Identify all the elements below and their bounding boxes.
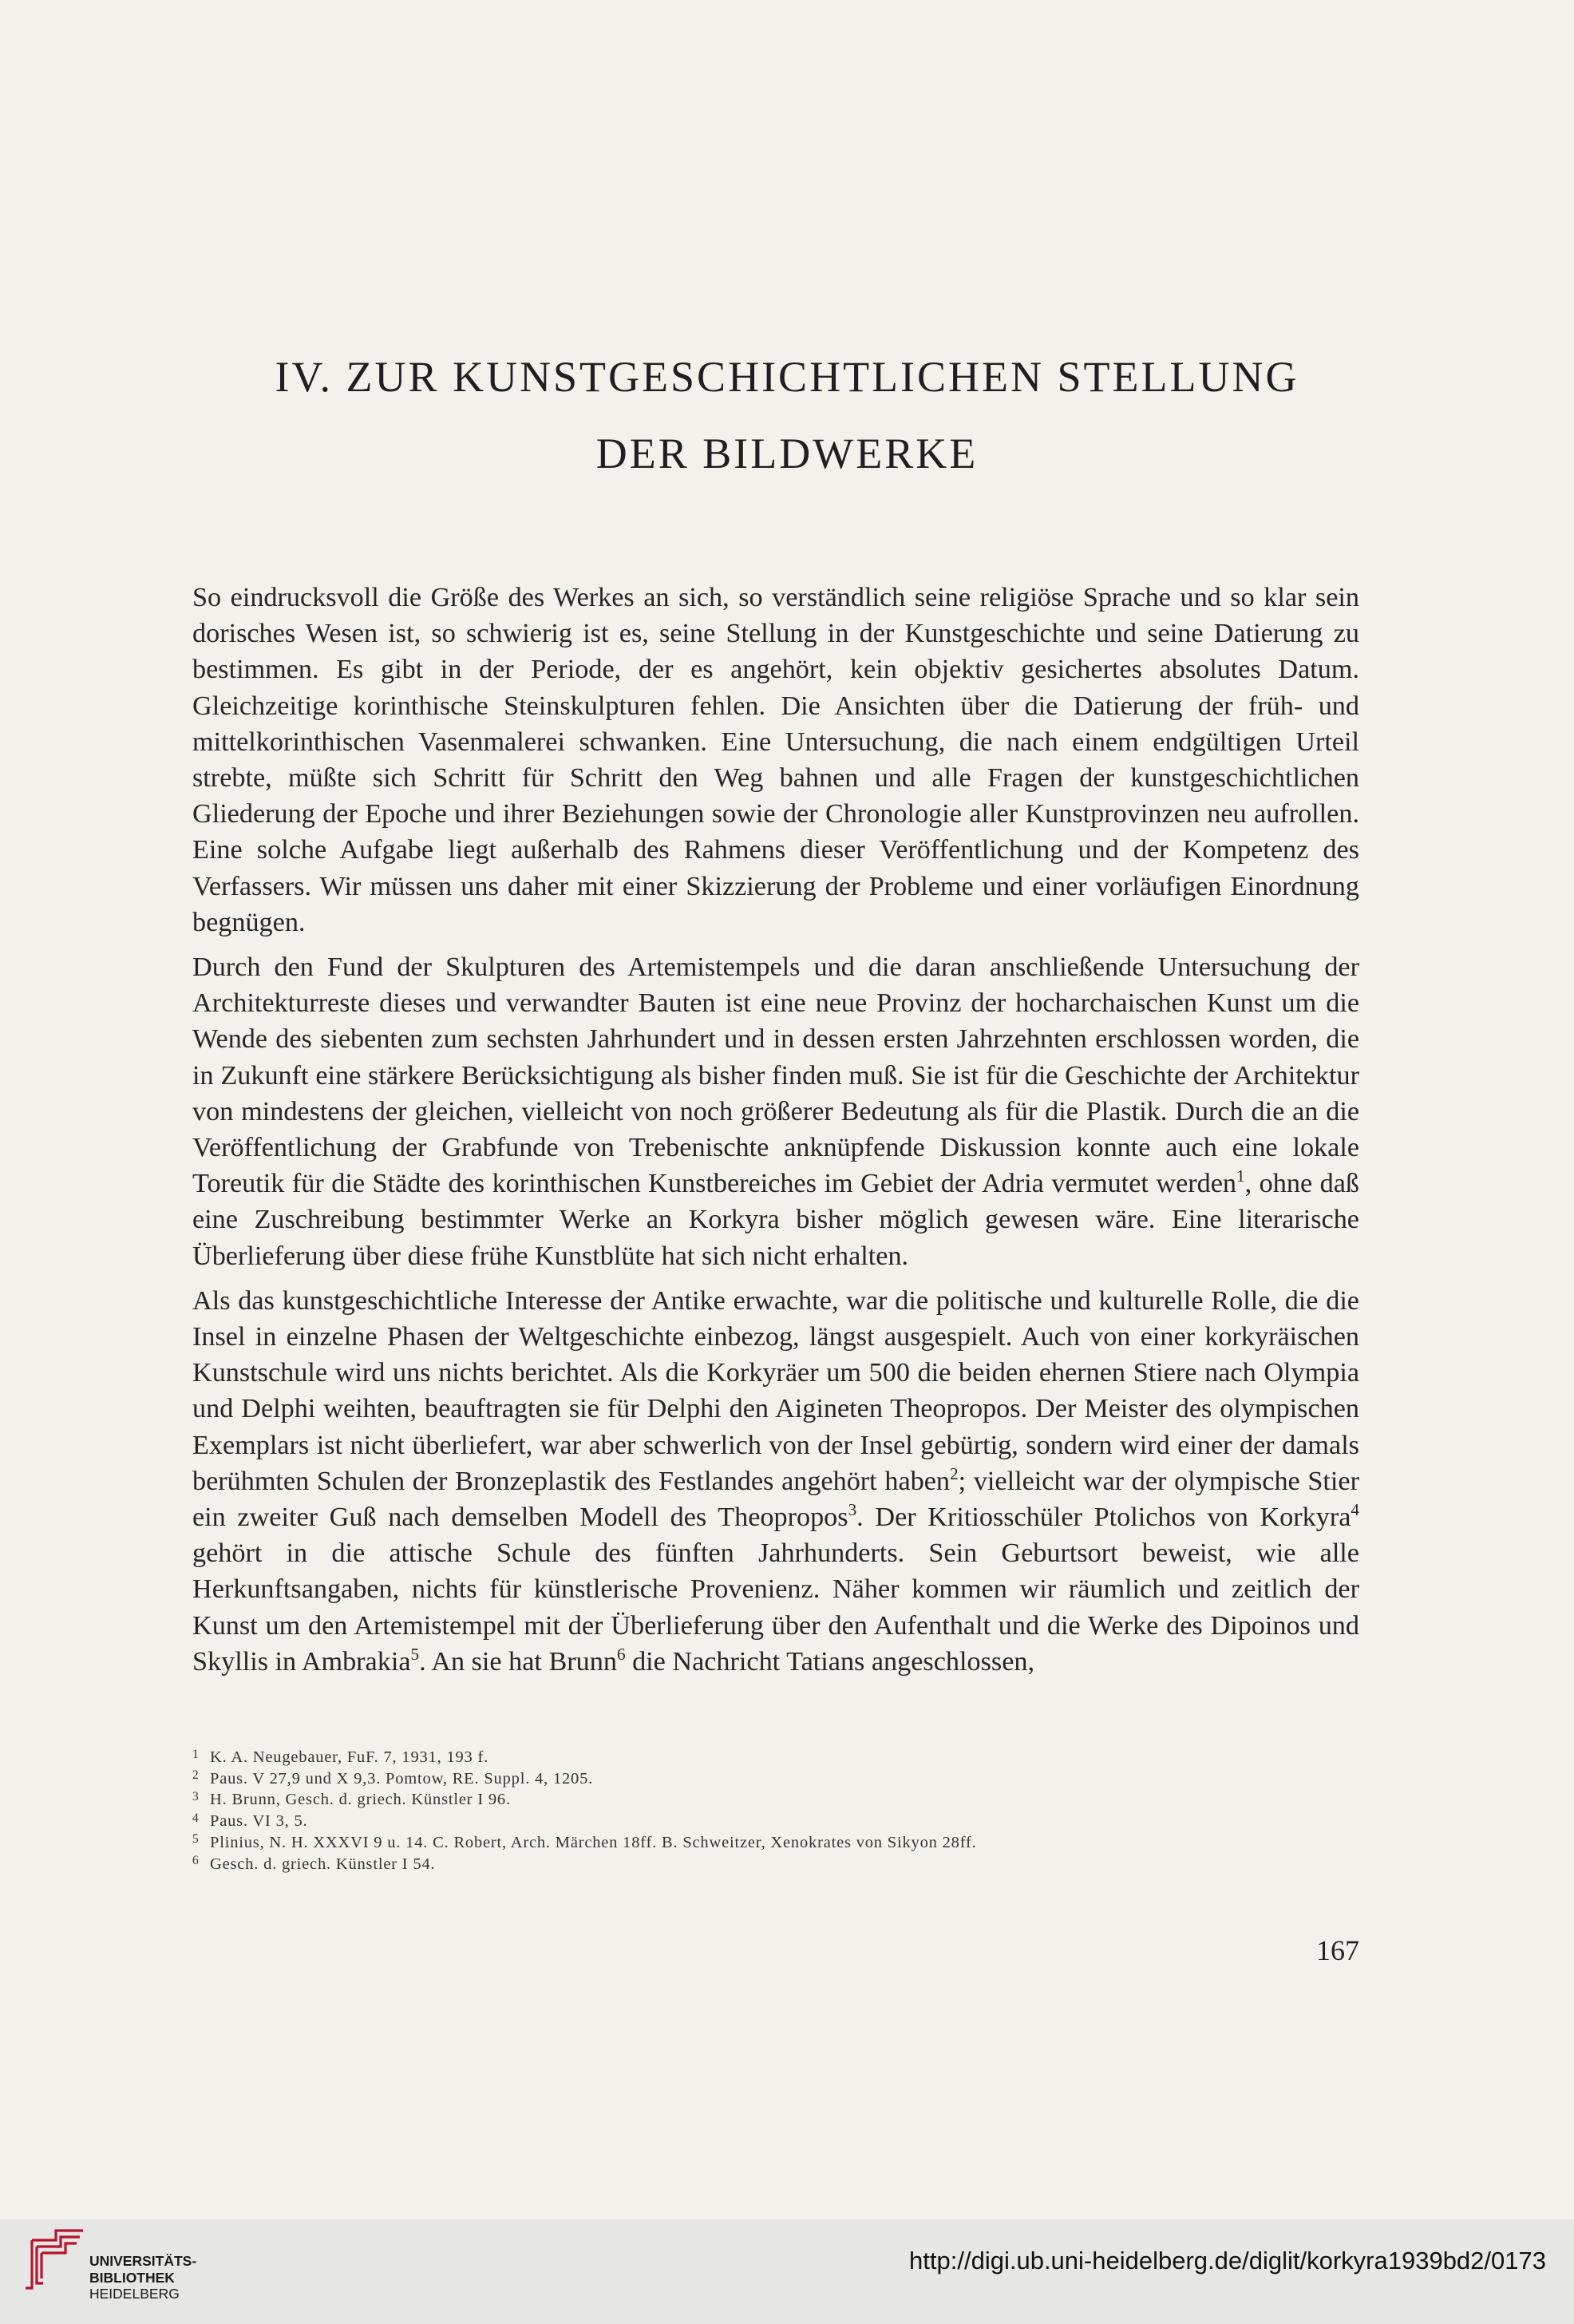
page-number: 167 bbox=[1316, 1934, 1359, 1966]
chapter-title-line-2: DER BILDWERKE bbox=[595, 430, 979, 478]
paragraph bbox=[192, 949, 1359, 1274]
footnote-reference: 4 bbox=[1351, 1499, 1359, 1519]
footnote-reference: 5 bbox=[410, 1644, 420, 1664]
footnote-reference: 2 bbox=[950, 1463, 959, 1483]
paragraph-text: ; vielleicht war der olympische Stier ein zweiter Guß nach demselben Modell des Theopropos bbox=[192, 1466, 1359, 1533]
library-name-line-1: UNIVERSITÄTS- bbox=[89, 2253, 197, 2269]
footnote-text: K. A. Neugebauer, FuF. 7, 1931, 193 f. bbox=[210, 1748, 489, 1766]
permalink-url[interactable]: http://digi.ub.uni-heidelberg.de/diglit/korkyra1939bd2/0173 bbox=[909, 2247, 1546, 2275]
paragraph-text: . Der Kritiosschüler Ptolichos von Korkyra bbox=[856, 1502, 1351, 1533]
footnote-text: Paus. VI 3, 5. bbox=[210, 1812, 308, 1831]
footnote: 6 Gesch. d. griech. Künstler I 54. bbox=[192, 1854, 436, 1873]
library-logo-icon[interactable] bbox=[24, 2229, 85, 2294]
footnote: 3 H. Brunn, Gesch. d. griech. Künstler I 96. bbox=[192, 1790, 511, 1809]
footnote: 4 Paus. VI 3, 5. bbox=[192, 1811, 308, 1831]
chapter-title bbox=[0, 339, 1574, 492]
footnote: 2 Paus. V 27,9 und X 9,3. Pomtow, RE. Suppl. 4, 1205. bbox=[192, 1768, 594, 1788]
footnote-reference: 3 bbox=[848, 1499, 857, 1519]
paragraph-text: , ohne daß eine Zuschreibung bestimmter Werke an Korkyra bisher möglich gewesen wäre. Eine literarische Überlieferung über diese frühe Kunstblüte hat sich nicht erhalten. bbox=[192, 1169, 1359, 1271]
footnotes bbox=[192, 1747, 1359, 1875]
paragraph bbox=[192, 1283, 1359, 1680]
paragraph-text: die Nachricht Tatians angeschlossen, bbox=[625, 1646, 1035, 1677]
paragraph-text: Durch den Fund der Skulpturen des Artemistempels und die daran anschließende Untersuchung der Architekturreste dieses und verwandter Bauten ist eine neue Provinz der hocharchaischen Kunst um die Wende des siebenten zum sechsten Jahrhundert und in dessen ersten Jahrzehnten erschlossen worden, die in Zukunft eine stärkere Berücksichtigung als bisher finden muß. Sie ist für die Geschichte der Architektur von mindestens der gleichen, vielleicht von noch größerer Bedeutung als für die Plastik. Durch die an die Veröffentlichung der Grabfunde von Trebenischte anknüpfende Diskussion konnte auch eine lokale Toreutik für die Städte des korinthischen Kunstbereiches im Gebiet der Adria vermutet werden bbox=[192, 952, 1359, 1199]
paragraph-text: Als das kunstgeschichtliche Interesse der Antike erwachte, war die politische und kulturelle Rolle, die die Insel in einzelne Phasen der Weltgeschichte einbezog, längst ausgespielt. Auch von einer korkyräischen Kunstschule wird uns nichts berichtet. Als die Korkyräer um 500 die beiden ehernen Stiere nach Olympia und Delphi weihten, beauftragten sie für Delphi den Aigineten Theopropos. Der Meister des olympischen Exemplars ist nicht überliefert, war aber schwerlich von der Insel gebürtig, sondern wird einer der damals berühmten Schulen der Bronzeplastik des Festlandes angehört haben bbox=[192, 1285, 1359, 1496]
footnote-text: H. Brunn, Gesch. d. griech. Künstler I 96. bbox=[210, 1791, 511, 1809]
body-text bbox=[192, 580, 1359, 1689]
footnote-text: Plinius, N. H. XXXVI 9 u. 14. C. Robert, Arch. Märchen 18ff. B. Schweitzer, Xenokrates von Sikyon 28ff. bbox=[210, 1833, 977, 1851]
footnote: 5 Plinius, N. H. XXXVI 9 u. 14. C. Robert, Arch. Märchen 18ff. B. Schweitzer, Xenokrates von Sikyon 28ff. bbox=[192, 1832, 977, 1851]
library-name-line-2: BIBLIOTHEK bbox=[89, 2269, 175, 2286]
paragraph-text: So eindrucksvoll die Größe des Werkes an sich, so verständlich seine religiöse Sprache und so klar sein dorisches Wesen ist, so schwierig ist es, seine Stellung in der Kunstgeschichte und seine Datierung zu bestimmen. Es gibt in der Periode, der es angehört, kein objektiv gesichertes absolutes Datum. Gleichzeitige korinthische Steinskulpturen fehlen. Die Ansichten über die Datierung der früh- und mittelkorinthischen Vasenmalerei schwanken. Eine Untersuchung, die nach einem endgültigen Urteil strebte, müßte sich Schritt für Schritt den Weg bahnen und alle Fragen der kunstgeschichtlichen Gliederung der Epoche und ihrer Beziehungen sowie der Chronologie aller Kunstprovinzen neu aufrollen. Eine solche Aufgabe liegt außerhalb des Rahmens dieser Veröffentlichung und der Kompetenz des Verfassers. Wir müssen uns daher mit einer Skizzierung der Probleme und einer vorläufigen Einordnung begnügen. bbox=[192, 583, 1359, 937]
footnote-text: Gesch. d. griech. Künstler I 54. bbox=[210, 1855, 436, 1873]
paragraph-text: gehört in die attische Schule des fünften Jahrhunderts. Sein Geburtsort beweist, wie alle Herkunftsangaben, nichts für künstlerische Provenienz. Näher kommen wir räumlich und zeitlich der Kunst um den Artemistempel mit der Überlieferung über den Aufenthalt und die Werke des Dipoinos und Skyllis in Ambrakia bbox=[192, 1538, 1359, 1677]
footnote-reference: 1 bbox=[1236, 1166, 1245, 1186]
paragraph-text: . An sie hat Brunn bbox=[419, 1646, 617, 1677]
footnote-reference: 6 bbox=[616, 1644, 626, 1664]
footnote: 1 K. A. Neugebauer, FuF. 7, 1931, 193 f. bbox=[192, 1747, 489, 1766]
chapter-title-line-1: IV. ZUR KUNSTGESCHICHTLICHEN STELLUNG bbox=[275, 353, 1299, 402]
library-name bbox=[89, 2253, 196, 2302]
footnote-text: Paus. V 27,9 und X 9,3. Pomtow, RE. Suppl. 4, 1205. bbox=[210, 1769, 594, 1788]
library-name-line-3: HEIDELBERG bbox=[89, 2286, 180, 2302]
paragraph bbox=[192, 580, 1359, 940]
